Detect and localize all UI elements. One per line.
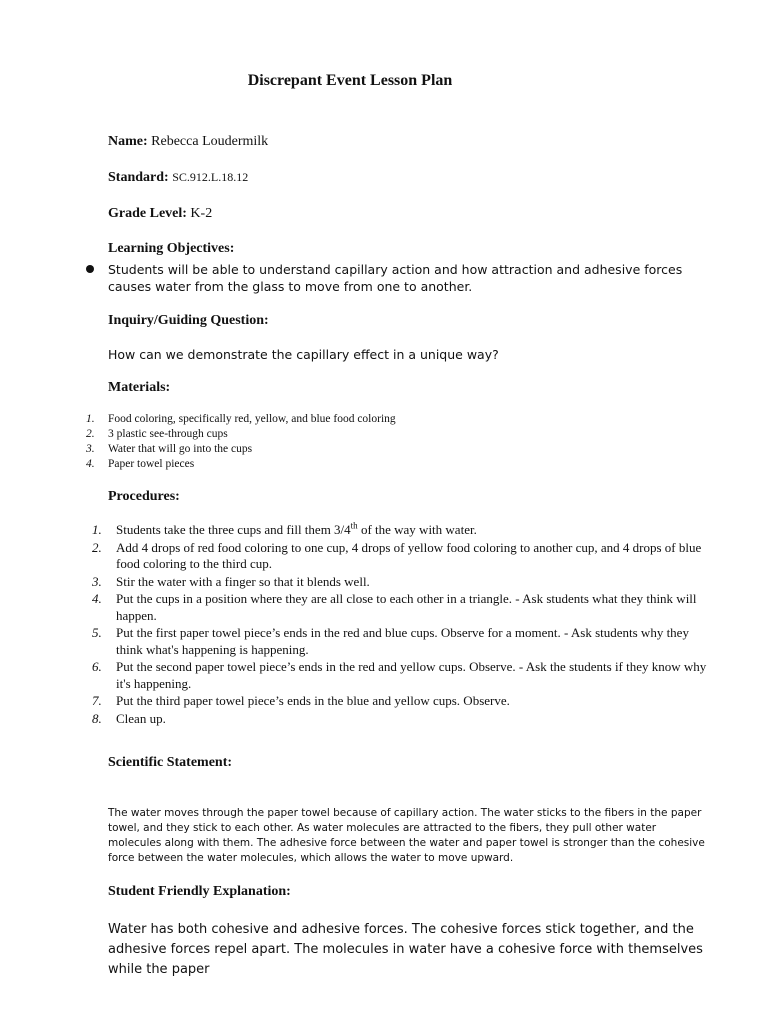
list-item: 3. Stir the water with a finger so that it blends well. <box>92 573 370 589</box>
list-item: 1. Food coloring, specifically red, yellow, and blue food coloring <box>86 413 396 425</box>
procedures-list <box>92 522 712 728</box>
scientific-heading: Scientific Statement: <box>108 755 233 770</box>
standard-value: SC.912.L.18.12 <box>172 170 249 184</box>
list-item: 8. Clean up. <box>92 710 166 726</box>
scientific-statement: The water moves through the paper towel because of capillary action. The water sticks to the fibers in the paper towel, and they stick to each other. As water molecules are attracted to the fibers, they pull other water molecules along with them. The adhesive force between the water and paper towel is stronger than the cohesive force between the water molecules, which allows the water to move upward. <box>108 807 705 864</box>
name-value: Rebecca Loudermilk <box>151 134 269 149</box>
bullet-icon <box>86 265 94 273</box>
grade-value: K-2 <box>190 206 213 221</box>
student-friendly-text: Water has both cohesive and adhesive forces. The cohesive forces stick together, and the adhesive forces repel apart. The molecules in water have a cohesive force with themselves while the paper <box>108 922 703 977</box>
list-item: 2. Add 4 drops of red food coloring to one cup, 4 drops of yellow food coloring to another cup, and 4 drops of blue food coloring to the third cup. <box>92 539 702 571</box>
grade-label: Grade Level: <box>108 206 187 221</box>
list-item: 4. Paper towel pieces <box>86 458 195 470</box>
name-label: Name: <box>108 134 148 149</box>
standard-label: Standard: <box>108 170 169 185</box>
procedures-heading: Procedures: <box>108 489 180 504</box>
list-item: 2. 3 plastic see-through cups <box>86 428 228 440</box>
page-title: Discrepant Event Lesson Plan <box>247 72 453 89</box>
list-item: 6. Put the second paper towel piece’s ends in the red and yellow cups. Observe. - Ask the students if they know why it's happening. <box>92 659 707 691</box>
standard-field <box>108 170 248 186</box>
list-item: 3. Water that will go into the cups <box>86 443 253 455</box>
materials-heading: Materials: <box>108 380 171 395</box>
materials-list <box>86 412 686 472</box>
list-item: 5. Put the first paper towel piece’s ends in the red and blue cups. Observe for a moment. - Ask students why they think what's happening is happening. <box>92 625 689 657</box>
objective-item: Students will be able to understand capillary action and how attraction and adhesive forces causes water from the glass to move from one to another. <box>108 262 683 294</box>
student-friendly-heading: Student Friendly Explanation: <box>108 884 291 899</box>
inquiry-question: How can we demonstrate the capillary effect in a unique way? <box>108 347 499 362</box>
list-item: 7. Put the third paper towel piece’s ends in the blue and yellow cups. Observe. <box>92 693 510 708</box>
grade-field <box>108 206 212 222</box>
list-item: 4. Put the cups in a position where they are all close to each other in a triangle. - Ask students what they think will happen. <box>92 591 697 623</box>
objectives-heading: Learning Objectives: <box>108 241 235 256</box>
list-item: 1. Students take the three cups and fill them 3/4th of the way with water. <box>92 520 477 537</box>
name-field <box>108 134 268 150</box>
inquiry-heading: Inquiry/Guiding Question: <box>108 313 269 328</box>
